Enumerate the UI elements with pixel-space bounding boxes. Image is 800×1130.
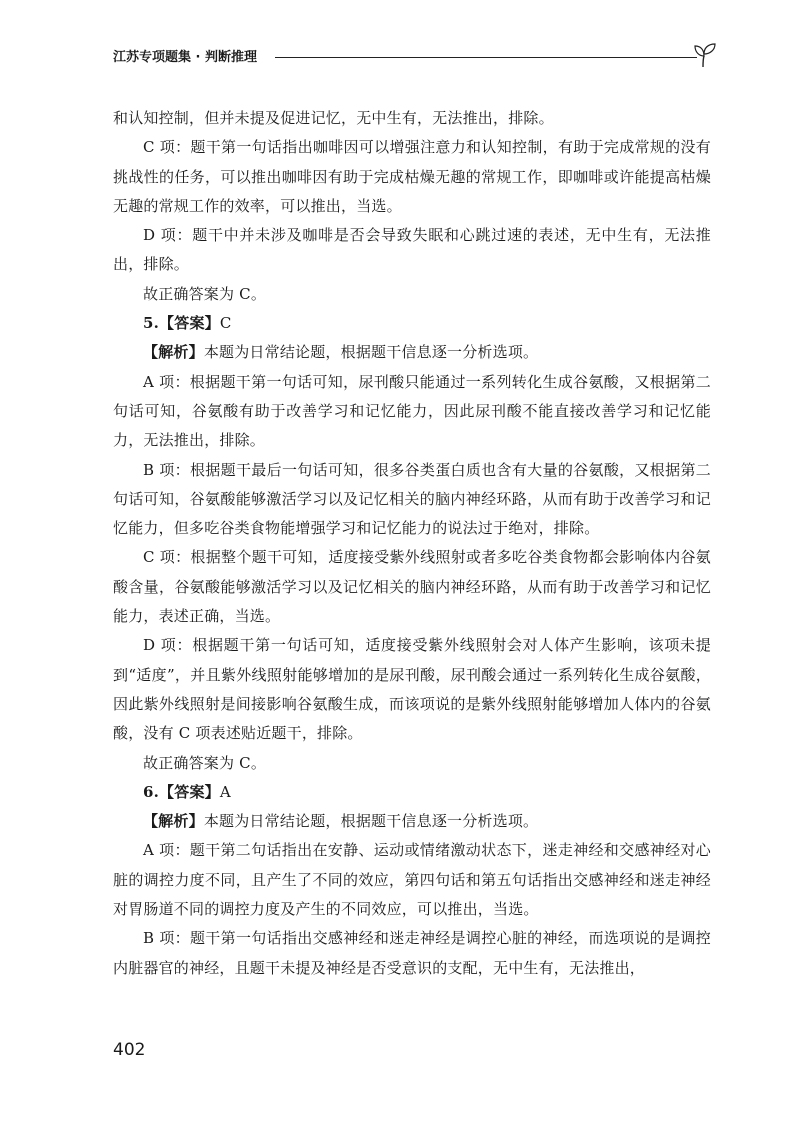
running-header [113, 40, 713, 68]
answer-conclusion: 故正确答案为 C。 [143, 284, 267, 303]
analysis-text: 本题为日常结论题，根据题干信息逐一分析选项。 [203, 343, 539, 362]
analysis-label: 【解析】 [143, 343, 204, 362]
sprout-icon [691, 40, 719, 70]
paragraph: C 项：题干第一句话指出咖啡因可以增强注意力和认知控制，有助于完成常规的没有挑战性的任务，可以推出咖啡因有助于完成枯燥无趣的常规工作，即咖啡或许能提高枯燥无趣的常规工作的效率，可以推出，当选。 [113, 138, 711, 215]
answer-label: 5.【答案】 [143, 314, 220, 333]
answer-conclusion: 故正确答案为 C。 [143, 753, 267, 772]
paragraph: 和认知控制，但并未提及促进记忆，无中生有，无法推出，排除。 [113, 109, 554, 127]
page-number: 402 [113, 1040, 146, 1060]
option-c-analysis: C 项：根据整个题干可知，适度接受紫外线照射或者多吃谷类食物都会影响体内谷氨酸含量，谷氨酸能够激活学习以及记忆相关的脑内神经环路，从而有助于改善学习和记忆能力，表述正确，当选。 [113, 548, 711, 626]
answer-value: C [219, 314, 232, 333]
answer-explanations [113, 104, 711, 983]
header-rule [275, 57, 697, 58]
analysis-intro [113, 338, 711, 367]
option-a-analysis: A 项：根据题干第一句话可知，尿刊酸只能通过一系列转化生成谷氨酸，又根据第二句话可知，谷氨酸有助于改善学习和记忆能力，因此尿刊酸不能直接改善学习和记忆能力，无法推出，排除。 [113, 372, 711, 450]
option-a-analysis: A 项：题干第二句话指出在安静、运动或情绪激动状态下，迷走神经和交感神经对心脏的调控力度不同，且产生了不同的效应，第四句话和第五句话指出交感神经和迷走神经对胃肠道不同的调控力度及产生的不同效应，可以推出，当选。 [113, 841, 711, 919]
analysis-intro [113, 807, 711, 836]
option-b-analysis: B 项：题干第一句话指出交感神经和迷走神经是调控心脏的神经，而选项说的是调控内脏器官的神经，且题干未提及神经是否受意识的支配，无中生有，无法推出， [113, 929, 711, 977]
option-b-analysis: B 项：根据题干最后一句话可知，很多谷类蛋白质也含有大量的谷氨酸，又根据第二句话可知，谷氨酸能够激活学习以及记忆相关的脑内神经环路，从而有助于改善学习和记忆能力，但多吃谷类食物能增强学习和记忆能力的说法过于绝对，排除。 [113, 460, 711, 538]
analysis-label: 【解析】 [143, 812, 204, 831]
answer-value: A [219, 782, 231, 801]
answer-heading-5 [113, 309, 711, 338]
analysis-text: 本题为日常结论题，根据题干信息逐一分析选项。 [203, 812, 539, 831]
answer-label: 6.【答案】 [143, 782, 220, 801]
answer-heading-6 [113, 778, 711, 807]
option-d-analysis: D 项：根据题干第一句话可知，适度接受紫外线照射会对人体产生影响，该项未提到“适度”，并且紫外线照射能够增加的是尿刊酸，尿刊酸会通过一系列转化生成谷氨酸，因此紫外线照射是间接影响谷氨酸生成，而该项说的是紫外线照射能够增加人体内的谷氨酸，没有 C 项表述贴近题干，排除。 [113, 636, 711, 743]
paragraph: D 项：题干中并未涉及咖啡是否会导致失眠和心跳过速的表述，无中生有，无法推出，排除。 [113, 226, 711, 274]
running-header-title: 江苏专项题集 · 判断推理 [113, 50, 257, 65]
